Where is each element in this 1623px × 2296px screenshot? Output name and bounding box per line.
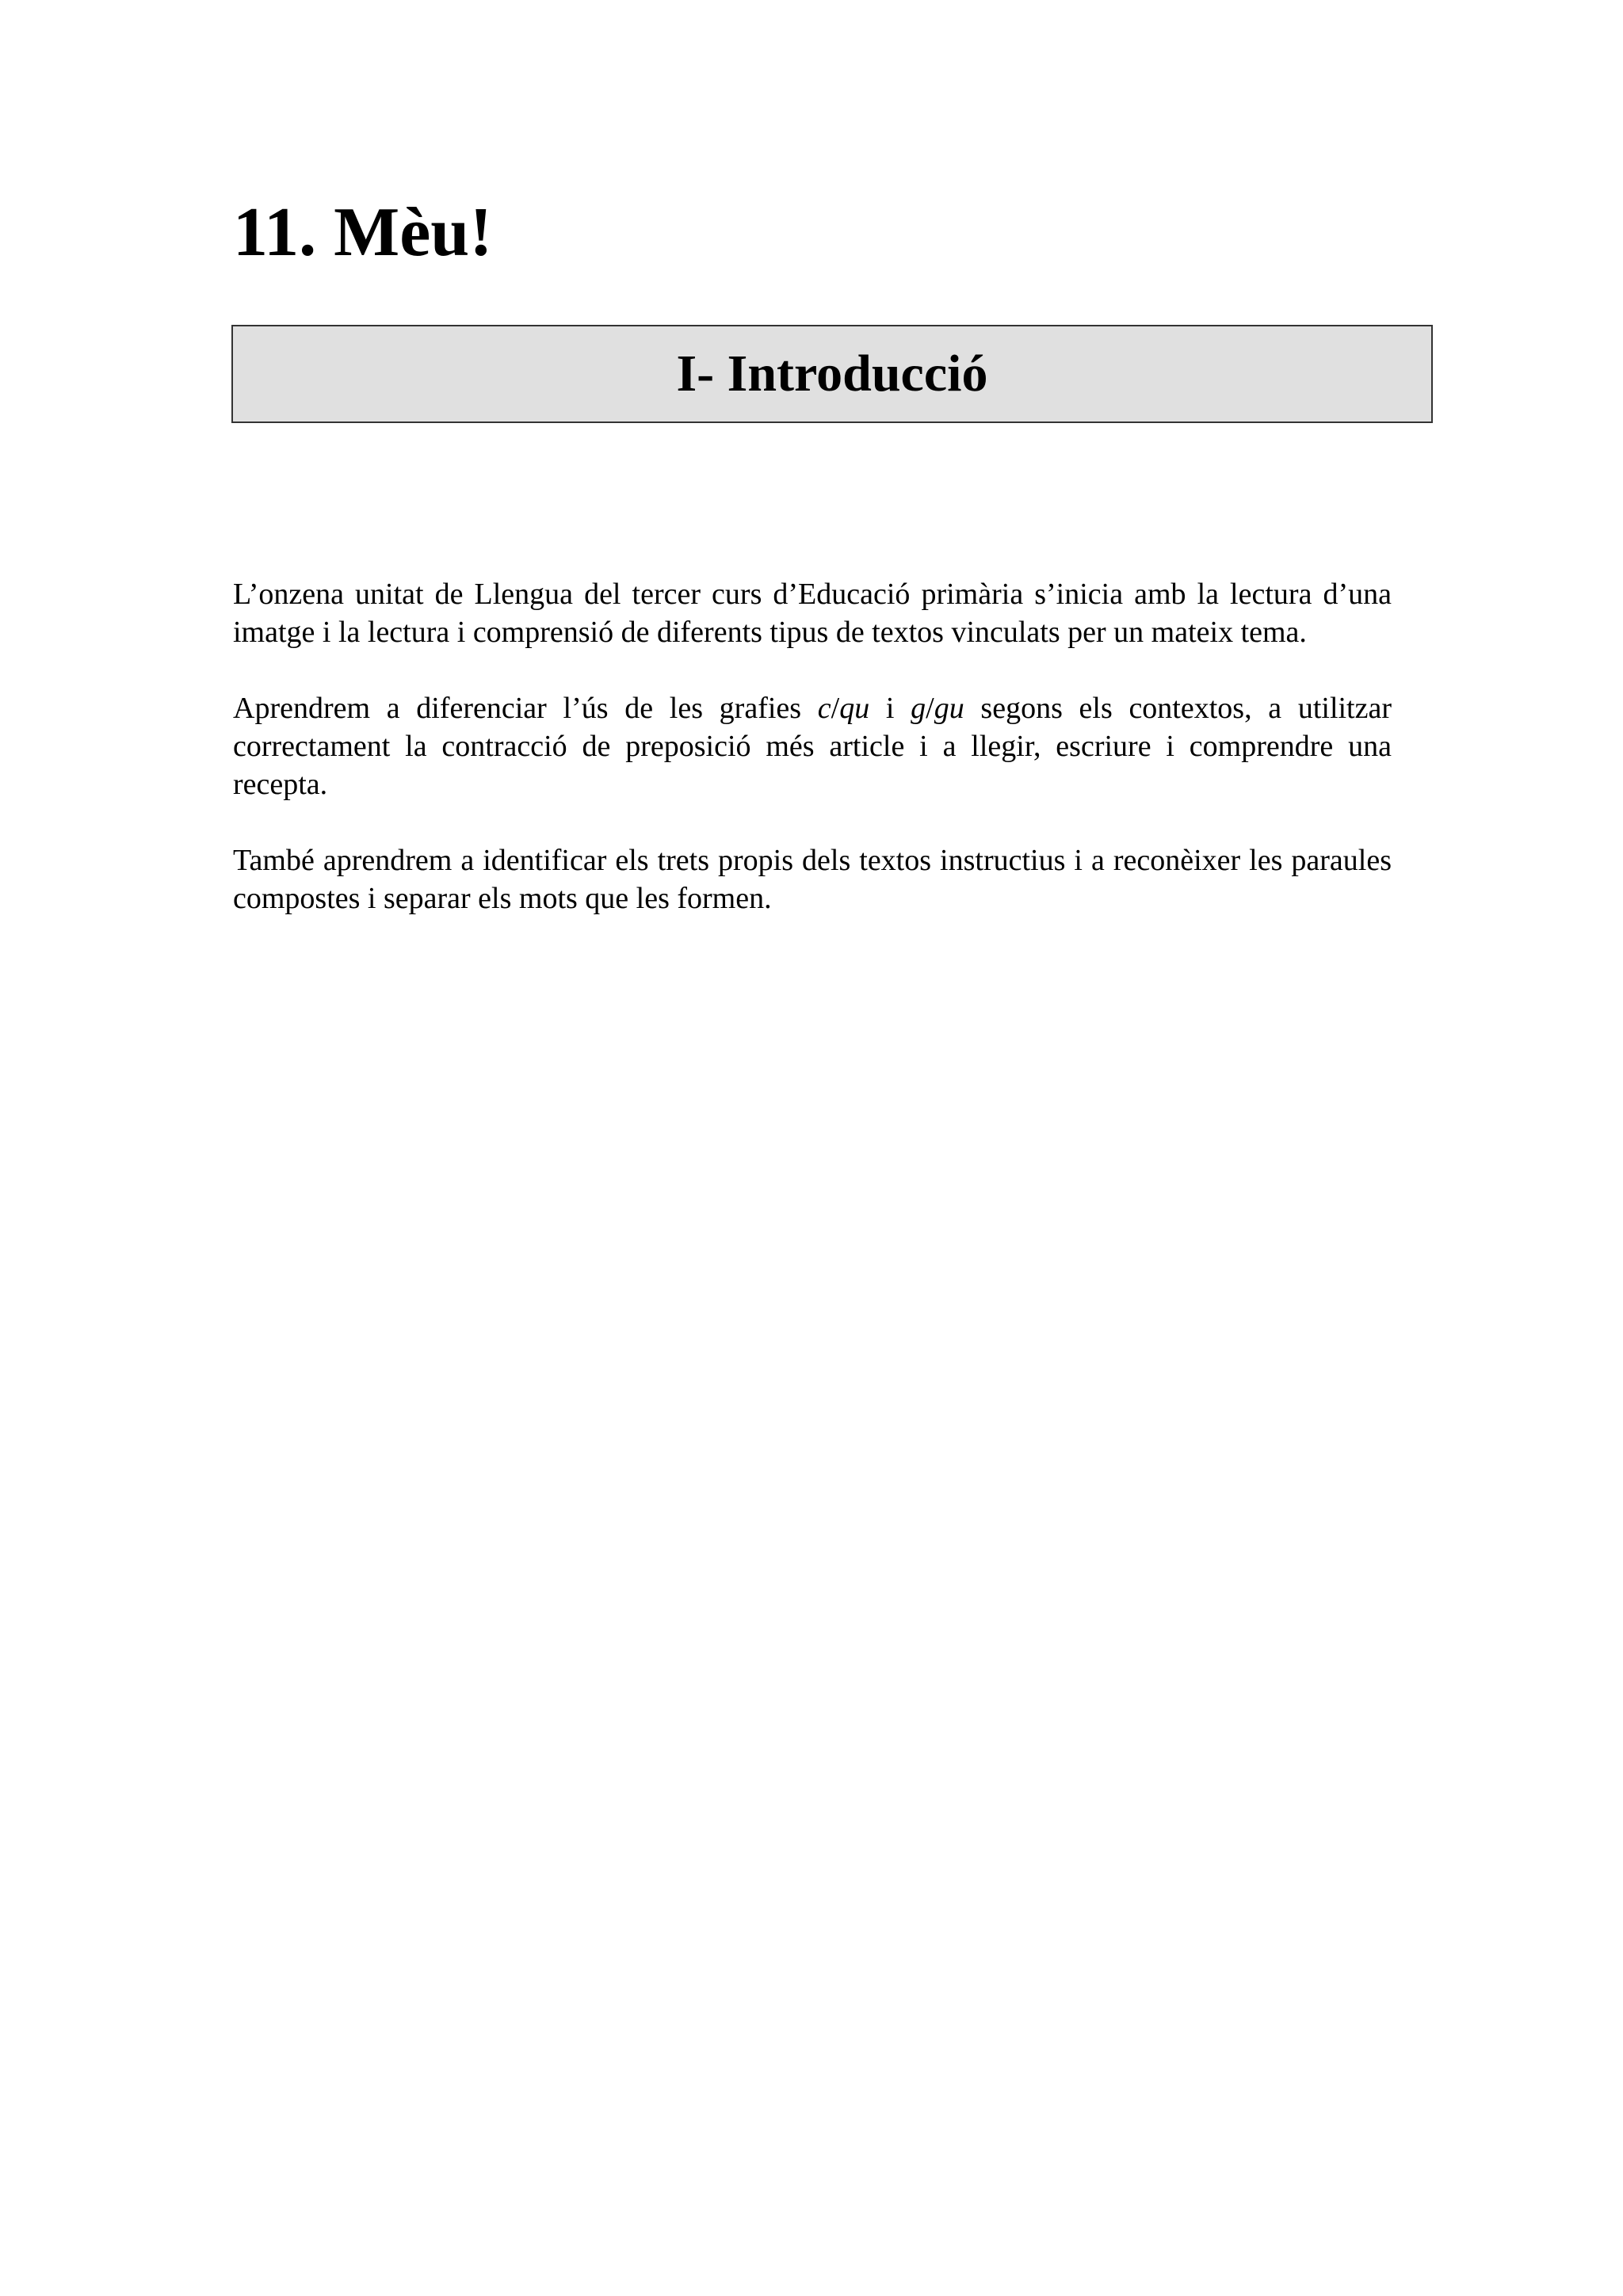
paragraph-2 [233,689,1392,803]
paragraph-2-text-start: Aprendrem a diferenciar l’ús de les grafies [233,692,818,725]
slash-separator: / [831,692,840,725]
grapheme-gu: gu [934,692,964,725]
paragraph-1: L’onzena unitat de Llengua del tercer curs d’Educació primària s’inicia amb la lectura d’una imatge i la lectura i comprensió de diferents tipus de textos vinculats per un mateix tema. [233,578,1392,649]
grapheme-qu: qu [839,692,870,725]
section-title: I- Introducció [676,345,988,402]
grapheme-g: g [911,692,926,725]
section-header-box [231,325,1433,423]
introduction-body [233,575,1392,955]
unit-title: 11. Mèu! [233,194,493,271]
slash-separator: / [926,692,934,725]
paragraph-3: També aprendrem a identificar els trets propis dels textos instructius i a reconèixer les paraules compostes i separar els mots que les formen. [233,844,1392,915]
paragraph-2-text-end: segons els contextos, a utilitzar correctament la contracció de preposició més article i a llegir, escriure i comprendre una recepta. [233,692,1392,801]
conjunction: i [869,692,911,725]
grapheme-c: c [817,692,831,725]
